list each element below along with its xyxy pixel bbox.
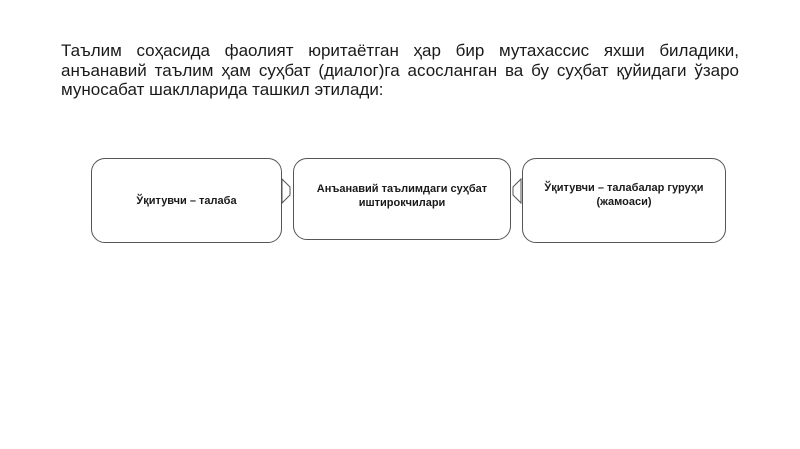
traditional-dialogue-participants-box [293,158,511,240]
intro-paragraph: Таълим соҳасида фаолият юритаётган ҳар бир мутахассис яхши биладики, анъанавий таълим ҳам суҳбат (диалог)га асосланган ва бу суҳбат қуйидаги ўзаро муносабат шаклларида ташкил этилади: [61,41,739,99]
teacher-student-box [91,158,282,243]
right-connector-arrow [510,176,522,206]
traditional-dialogue-participants-label: Анъанавий таълимдаги суҳбат иштирокчилари [316,183,488,209]
teacher-student-group-label: Ўқитувчи – талабалар гуруҳи (жамоаси) [544,182,704,208]
left-connector-arrow [281,176,293,206]
teacher-student-group-box [522,158,726,243]
teacher-student-label: Ўқитувчи – талаба [136,194,237,207]
